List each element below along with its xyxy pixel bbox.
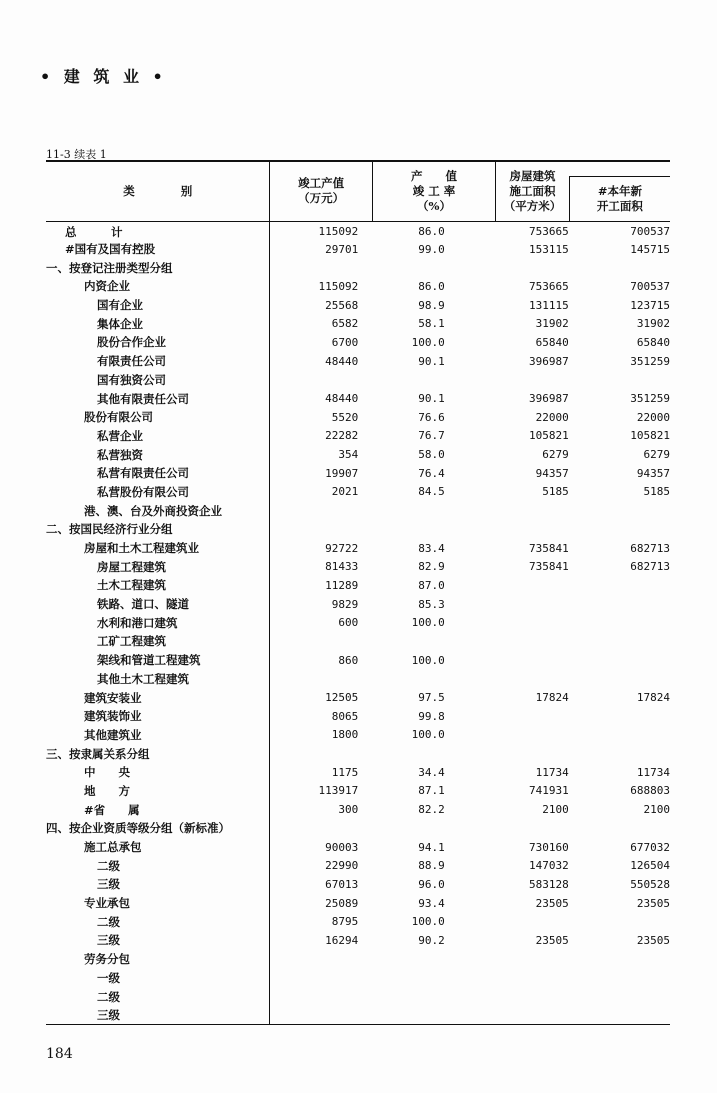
table-row [46,875,670,894]
completed-output-cell: 16294 [325,933,359,947]
new-start-area-cell: 22000 [636,410,670,424]
table-row [46,670,670,689]
construction-area-cell: 31902 [535,317,569,331]
table-row [46,744,670,763]
construction-area-cell: 23505 [535,933,569,947]
row-label: 劳务分包 [46,950,270,969]
row-label: 施工总承包 [46,838,270,857]
construction-area-cell: 735841 [529,541,569,555]
table-row [46,352,670,371]
completion-rate-cell: 82.2 [418,803,445,817]
row-label: 一级 [46,969,270,988]
completed-output-cell [270,670,372,689]
completion-rate-cell: 99.8 [418,709,445,723]
completion-rate-cell: 84.5 [418,485,445,499]
completion-rate-cell [372,670,495,689]
new-start-area-cell: 11734 [636,765,670,779]
completed-output-cell: 12505 [325,691,359,705]
construction-area-cell [496,258,569,277]
completion-rate-cell [372,744,495,763]
table-row [46,838,670,857]
row-label: 其他建筑业 [46,726,270,745]
completed-output-cell: 9829 [331,597,359,611]
completion-rate-cell: 100.0 [411,915,445,929]
header-text: #本年新 [597,183,642,198]
construction-area-cell: 17824 [535,691,569,705]
construction-area-cell: 131115 [529,298,569,312]
completed-output-cell: 1800 [331,728,359,742]
row-label: 其他土木工程建筑 [46,670,270,689]
new-start-area-cell: 65840 [636,335,670,349]
completed-output-cell [270,969,372,988]
table-body [46,221,670,1025]
completed-output-cell: 11289 [325,578,359,592]
table-row [46,688,670,707]
new-start-area-cell [569,819,670,838]
completed-output-cell: 1175 [331,765,359,779]
table-row [46,427,670,446]
row-label: 二、按国民经济行业分组 [46,520,270,539]
table-row [46,969,670,988]
completed-output-cell: 81433 [325,560,359,574]
new-start-area-cell: 550528 [630,877,670,891]
new-start-area-cell: 2100 [643,803,670,817]
construction-area-cell [496,632,569,651]
completed-output-cell [270,744,372,763]
completion-rate-cell [372,819,495,838]
table-row [46,894,670,913]
completed-output-cell: 67013 [325,877,359,891]
table-row [46,408,670,427]
header-text: 开工面积 [596,198,643,213]
row-label: 房屋工程建筑 [46,557,270,576]
new-start-area-cell: 126504 [630,859,670,873]
construction-area-cell [496,987,569,1006]
new-start-area-cell [569,371,670,390]
row-label: 有限责任公司 [46,352,270,371]
row-label: 房屋和土木工程建筑业 [46,539,270,558]
row-label: 港、澳、台及外商投资企业 [46,501,270,520]
new-start-area-cell: 94357 [636,466,670,480]
new-start-area-cell [569,707,670,726]
completion-rate-cell: 96.0 [418,877,445,891]
new-start-area-cell [569,651,670,670]
row-label: 股份合作企业 [46,333,270,352]
construction-area-cell: 396987 [529,354,569,368]
completion-rate-cell: 94.1 [418,840,445,854]
new-start-area-cell: 23505 [636,896,670,910]
table-row [46,333,670,352]
construction-area-cell [496,371,569,390]
page-number: 184 [46,1046,73,1062]
completion-rate-cell [372,1006,495,1025]
row-label: 三、按隶属关系分组 [46,744,270,763]
completion-rate-cell: 88.9 [418,859,445,873]
construction-area-cell: 22000 [535,410,569,424]
header-text: （%） [417,198,451,213]
completed-output-cell [270,1006,372,1025]
row-label: 私营企业 [46,427,270,446]
header-text: 竣工产值 [298,176,345,191]
construction-area-cell: 6279 [542,448,569,462]
table-row [46,221,670,240]
new-start-area-cell: 17824 [636,691,670,705]
completion-rate-cell: 90.1 [418,392,445,406]
construction-area-cell: 94357 [535,466,569,480]
row-label: 工矿工程建筑 [46,632,270,651]
new-start-area-cell [569,1006,670,1025]
new-start-area-cell [569,613,670,632]
row-label: 二级 [46,856,270,875]
row-label: 私营有限责任公司 [46,464,270,483]
completed-output-cell [270,632,372,651]
construction-area-cell: 5185 [542,485,569,499]
construction-area-cell [496,726,569,745]
completion-rate-cell [372,950,495,969]
completion-rate-cell: 90.1 [418,354,445,368]
completion-rate-cell: 76.7 [418,429,445,443]
construction-area-cell: 730160 [529,840,569,854]
new-start-area-cell: 6279 [643,448,670,462]
construction-area-cell: 741931 [529,784,569,798]
row-label: 三级 [46,1006,270,1025]
completed-output-cell: 8795 [331,915,359,929]
construction-area-cell: 153115 [529,242,569,256]
completed-output-cell: 8065 [331,709,359,723]
construction-area-cell: 396987 [529,392,569,406]
header-text: 施工面积 [509,183,556,198]
new-start-area-cell: 23505 [636,933,670,947]
construction-area-cell: 583128 [529,877,569,891]
new-start-area-cell [569,670,670,689]
completed-output-cell: 92722 [325,541,359,555]
completion-rate-cell: 83.4 [418,541,445,555]
new-start-area-cell: 145715 [630,242,670,256]
completion-rate-cell: 76.6 [418,410,445,424]
completed-output-cell: 115092 [318,279,359,293]
header-text: （平方米） [503,198,562,213]
row-label: 集体企业 [46,314,270,333]
completion-rate-cell: 99.0 [418,242,445,256]
completion-rate-cell: 100.0 [411,653,445,667]
completed-output-cell: 860 [338,653,359,667]
completed-output-cell: 48440 [325,354,359,368]
new-start-area-cell: 682713 [630,560,670,574]
new-start-area-cell: 682713 [630,541,670,555]
header-output [270,161,372,221]
completion-rate-cell [372,258,495,277]
table-row [46,539,670,558]
completion-rate-cell [372,501,495,520]
row-label: 专业承包 [46,894,270,913]
construction-area-cell: 735841 [529,560,569,574]
construction-area-cell [496,613,569,632]
table-row [46,726,670,745]
new-start-area-cell [569,595,670,614]
table-row [46,950,670,969]
table-row [46,389,670,408]
row-label: 股份有限公司 [46,408,270,427]
table-row [46,240,670,259]
new-start-area-cell [569,501,670,520]
table-row [46,931,670,950]
construction-area-cell: 11734 [535,765,569,779]
table-row [46,258,670,277]
construction-area-cell: 105821 [529,429,569,443]
construction-area-cell [496,950,569,969]
completed-output-cell: 300 [338,803,359,817]
header-area [496,161,569,221]
construction-area-cell [496,707,569,726]
completed-output-cell: 6582 [331,317,359,331]
new-start-area-cell [569,258,670,277]
table-row [46,501,670,520]
completed-output-cell: 90003 [325,840,359,854]
completion-rate-cell: 97.5 [418,691,445,705]
new-start-area-cell: 123715 [630,298,670,312]
table-row [46,763,670,782]
new-start-area-cell: 700537 [630,225,670,239]
completion-rate-cell: 100.0 [411,728,445,742]
row-label: 铁路、道口、隧道 [46,595,270,614]
table-header-row [46,161,670,221]
table-row [46,371,670,390]
completed-output-cell [270,371,372,390]
new-start-area-cell: 688803 [630,784,670,798]
construction-area-cell [496,744,569,763]
completed-output-cell: 48440 [325,392,359,406]
row-label: 国有独资公司 [46,371,270,390]
construction-area-cell [496,912,569,931]
table-row [46,296,670,315]
table-row [46,613,670,632]
completed-output-cell: 600 [338,616,359,630]
completed-output-cell: 25089 [325,896,359,910]
table-row [46,1006,670,1025]
row-label: 地 方 [46,782,270,801]
completed-output-cell: 22282 [325,429,359,443]
statistics-table [46,160,670,1025]
completion-rate-cell: 58.0 [418,448,445,462]
table-row [46,651,670,670]
construction-area-cell: 65840 [535,335,569,349]
completion-rate-cell [372,632,495,651]
completed-output-cell: 113917 [318,784,359,798]
row-label: 一、按登记注册类型分组 [46,258,270,277]
row-label: 私营股份有限公司 [46,483,270,502]
new-start-area-cell: 105821 [630,429,670,443]
completion-rate-cell: 85.3 [418,597,445,611]
completed-output-cell: 5520 [331,410,359,424]
completion-rate-cell: 93.4 [418,896,445,910]
table-row [46,557,670,576]
construction-area-cell [496,969,569,988]
row-label: 三级 [46,931,270,950]
new-start-area-cell [569,950,670,969]
construction-area-cell [496,595,569,614]
completed-output-cell: 6700 [331,335,359,349]
row-label: 总 计 [46,221,270,240]
completed-output-cell [270,950,372,969]
table-row [46,277,670,296]
construction-area-cell [496,651,569,670]
header-text: 房屋建筑 [509,168,556,183]
construction-area-cell: 23505 [535,896,569,910]
row-label: 架线和管道工程建筑 [46,651,270,670]
row-label: 建筑安装业 [46,688,270,707]
construction-area-cell [496,501,569,520]
row-label: 私营独资 [46,445,270,464]
completed-output-cell [270,501,372,520]
table-row [46,445,670,464]
new-start-area-cell [569,969,670,988]
completion-rate-cell: 90.2 [418,933,445,947]
completion-rate-cell [372,969,495,988]
row-label: 中 央 [46,763,270,782]
completion-rate-cell: 98.9 [418,298,445,312]
completion-rate-cell: 58.1 [418,317,445,331]
new-start-area-cell [569,744,670,763]
new-start-area-cell: 351259 [630,354,670,368]
row-label: 其他有限责任公司 [46,389,270,408]
completed-output-cell [270,258,372,277]
table-row [46,819,670,838]
completion-rate-cell: 87.0 [418,578,445,592]
construction-area-cell: 753665 [529,279,569,293]
new-start-area-cell [569,987,670,1006]
row-label: #省 属 [46,800,270,819]
completed-output-cell: 354 [338,448,359,462]
construction-area-cell [496,520,569,539]
row-label: 二级 [46,912,270,931]
new-start-area-cell [569,912,670,931]
row-label: 二级 [46,987,270,1006]
completion-rate-cell: 87.1 [418,784,445,798]
table-row [46,800,670,819]
running-head: • 建 筑 业 • [40,67,167,86]
header-new-area [569,161,670,221]
table-row [46,576,670,595]
header-category: 类 别 [46,161,270,221]
table-row [46,707,670,726]
completed-output-cell: 115092 [318,225,359,239]
completed-output-cell: 29701 [325,242,359,256]
completed-output-cell: 19907 [325,466,359,480]
completion-rate-cell: 100.0 [411,335,445,349]
new-start-area-cell: 351259 [630,392,670,406]
construction-area-cell: 753665 [529,225,569,239]
construction-area-cell: 2100 [542,803,569,817]
row-label: 水利和港口建筑 [46,613,270,632]
table-row [46,987,670,1006]
completion-rate-cell [372,371,495,390]
completed-output-cell: 25568 [325,298,359,312]
construction-area-cell [496,819,569,838]
new-start-area-cell [569,576,670,595]
construction-area-cell: 147032 [529,859,569,873]
new-start-area-cell: 700537 [630,279,670,293]
new-start-area-cell: 677032 [630,840,670,854]
table-row [46,520,670,539]
new-start-area-cell [569,726,670,745]
table-row [46,856,670,875]
table-row [46,595,670,614]
header-text: （万元） [298,191,345,206]
table-row [46,782,670,801]
completion-rate-cell: 86.0 [418,279,445,293]
table-row [46,912,670,931]
completion-rate-cell: 76.4 [418,466,445,480]
row-label: 四、按企业资质等级分组（新标准） [46,819,270,838]
completed-output-cell [270,819,372,838]
completed-output-cell [270,987,372,1006]
row-label: 国有企业 [46,296,270,315]
completion-rate-cell: 86.0 [418,225,445,239]
table-row [46,483,670,502]
new-start-area-cell [569,632,670,651]
construction-area-cell [496,1006,569,1025]
table-row [46,314,670,333]
completion-rate-cell [372,987,495,1006]
row-label: #国有及国有控股 [46,240,270,259]
header-rate [372,161,495,221]
completion-rate-cell: 34.4 [418,765,445,779]
table-caption: 11-3 续表 1 [46,148,107,161]
completion-rate-cell: 82.9 [418,560,445,574]
table-row [46,464,670,483]
new-start-area-cell: 31902 [636,317,670,331]
table-row [46,632,670,651]
completion-rate-cell: 100.0 [411,616,445,630]
row-label: 土木工程建筑 [46,576,270,595]
header-text: 竣 工 率 [412,183,456,198]
new-start-area-cell [569,520,670,539]
construction-area-cell [496,670,569,689]
row-label: 内资企业 [46,277,270,296]
completed-output-cell: 22990 [325,859,359,873]
row-label: 三级 [46,875,270,894]
new-start-area-cell: 5185 [643,485,670,499]
completed-output-cell: 2021 [331,485,359,499]
completed-output-cell [270,520,372,539]
header-text: 产 值 [411,168,458,183]
row-label: 建筑装饰业 [46,707,270,726]
completion-rate-cell [372,520,495,539]
construction-area-cell [496,576,569,595]
